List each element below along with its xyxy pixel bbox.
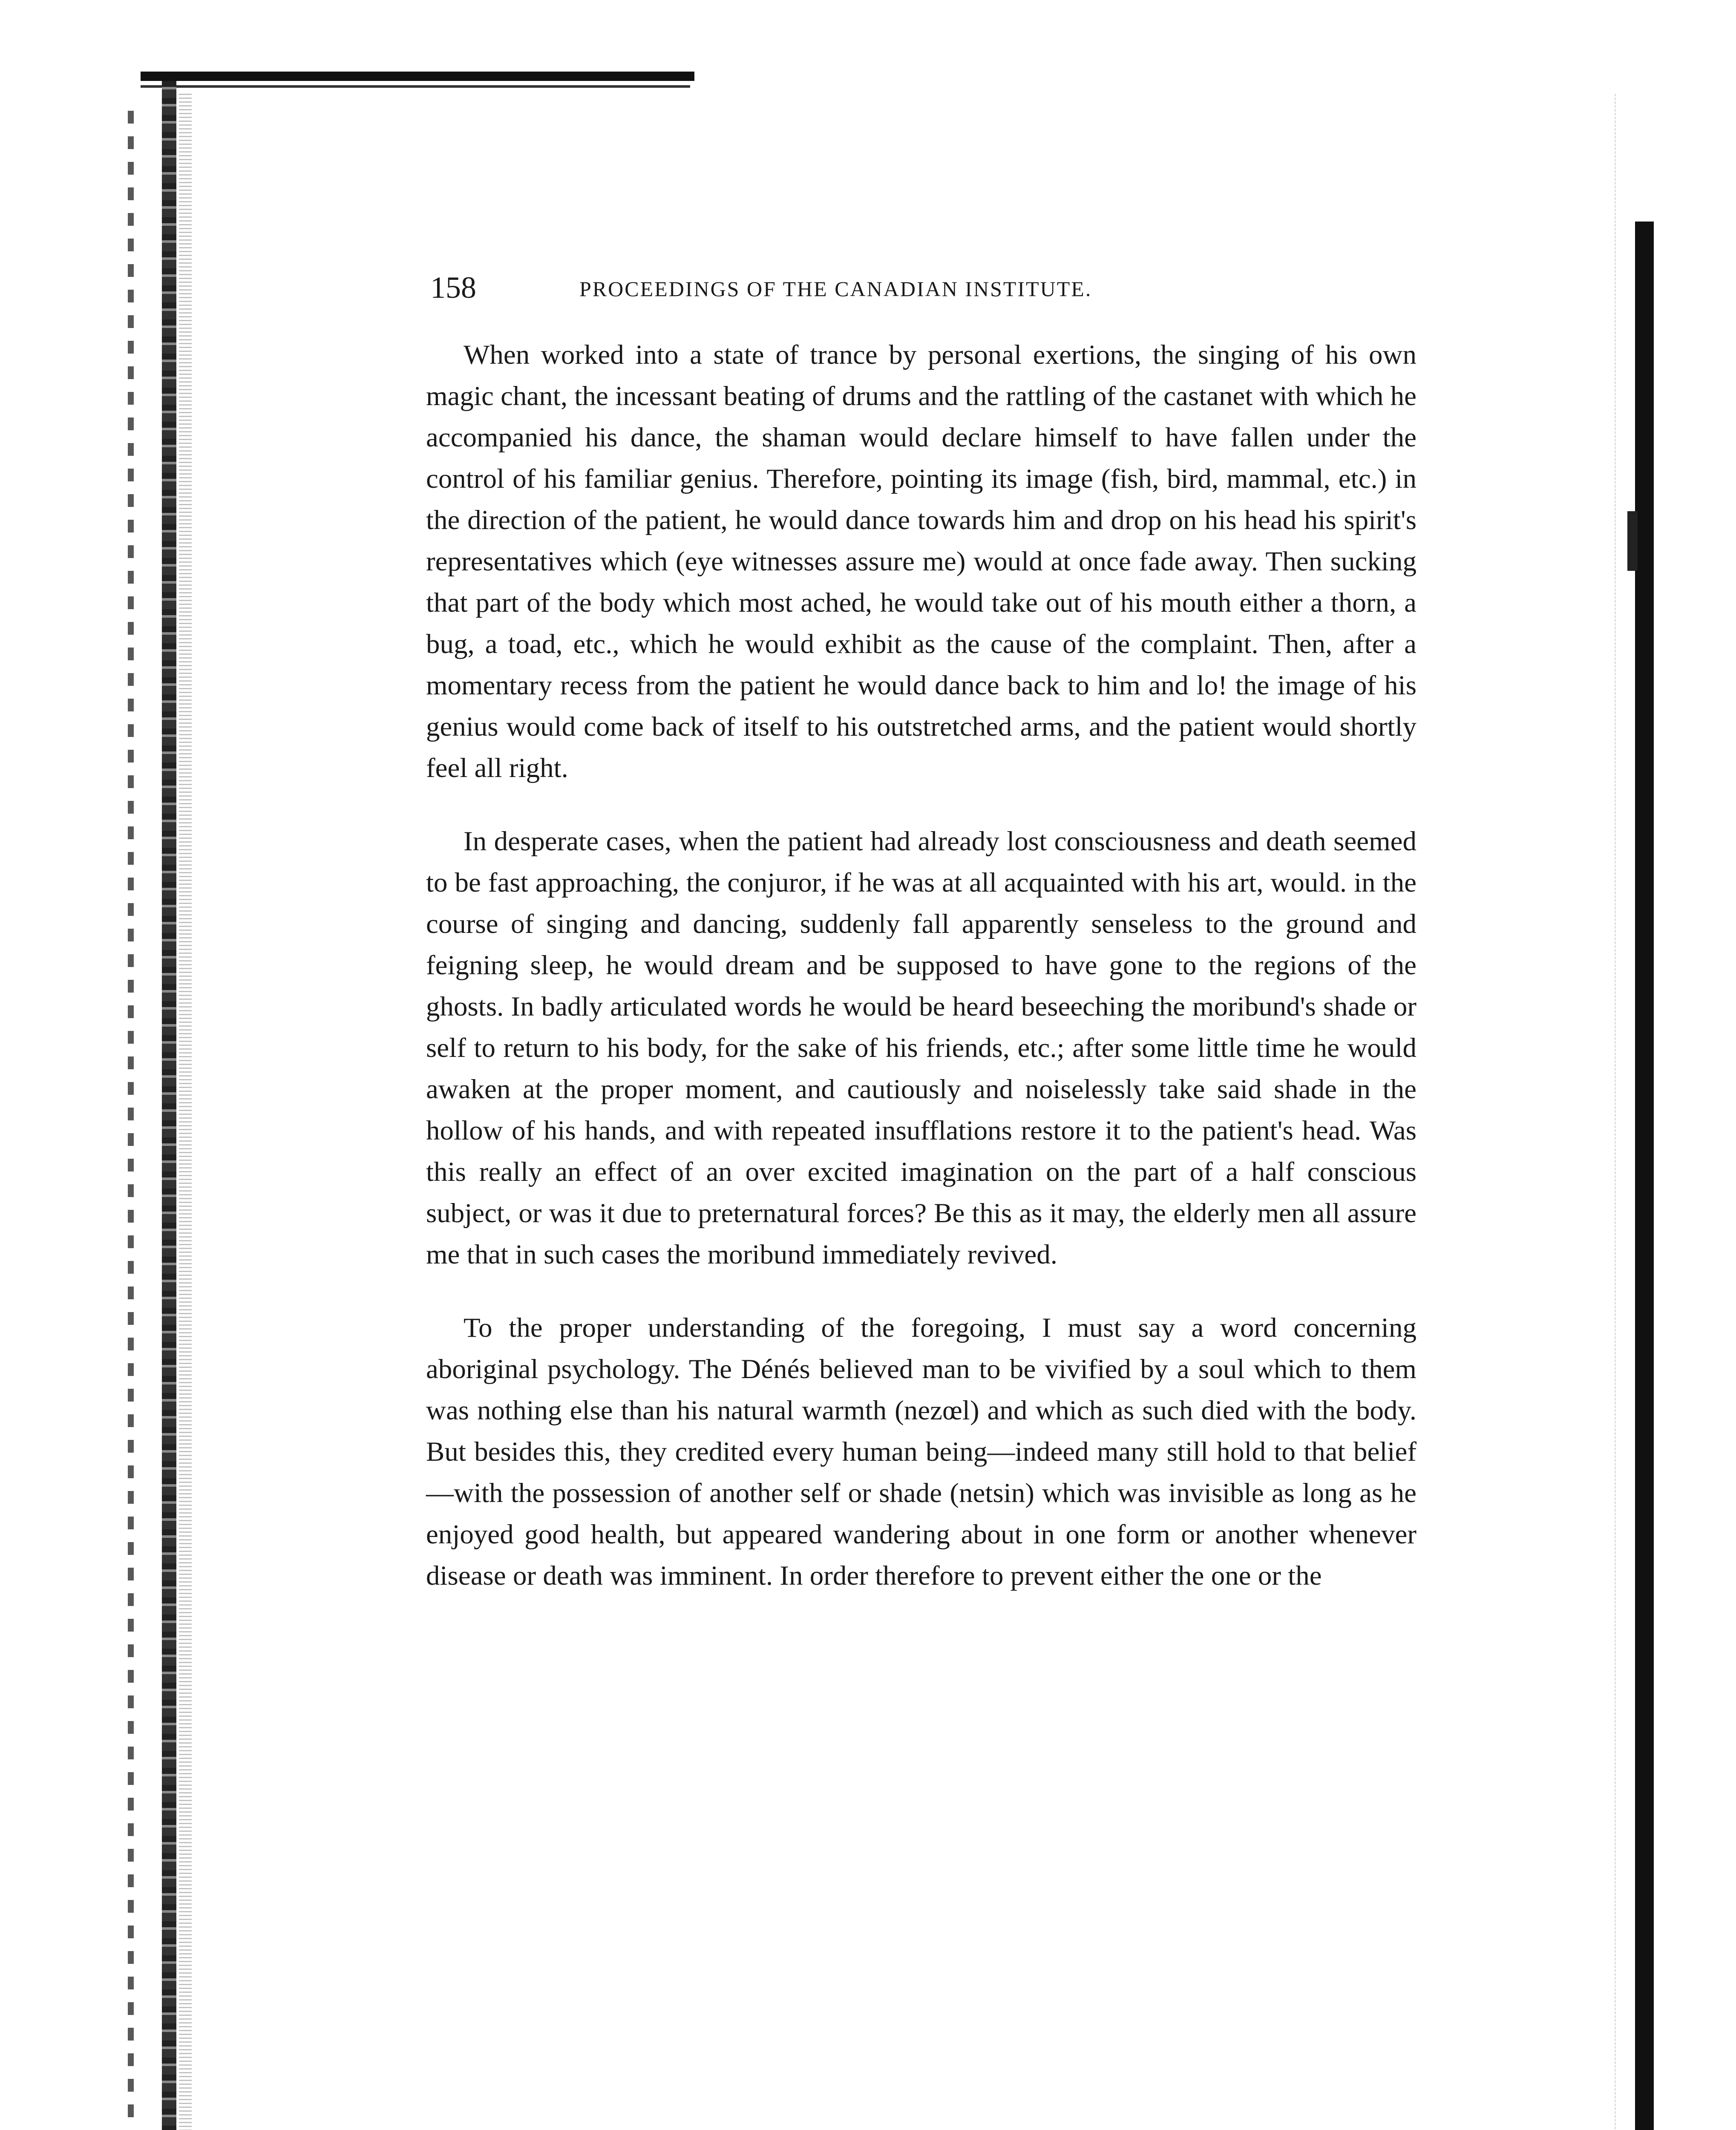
paragraph-2: In desperate cases, when the patient had already lost consciousness and death seemed to be fast approaching, the conjuror, if he was at all acquainted with his art, would. in the course of singing and dancing, suddenly fall apparently senseless to the ground and feigning sleep, he would dream and be supposed to have gone to the regions of the ghosts. In badly articulated words he would be heard beseeching the moribund's shade or self to return to his body, for the sake of his friends, etc.; after some little time he would awaken at the proper moment, and cautiously and noiselessly take said shade in the hollow of his hands, and with repeated insufflations restore it to the patient's head. Was this really an effect of an over excited imagination on the part of a half conscious subject, or was it due to preternatural forces? Be this as it may, the elderly men all assure me that in such cases the moribund immediately revived. (426, 826, 1416, 1270)
scan-edge-right (1635, 222, 1654, 2130)
paragraph-1: When worked into a state of trance by personal exertions, the singing of his own magic chant, the incessant beating of drums and the rattling of the castanet with which he accompanied his dance, the shaman would declare himself to have fallen under the control of his familiar genius. Therefore, pointing its image (fish, bird, mammal, etc.) in the direction of the patient, he would dance towards him and drop on his head his spirit's representatives which (eye witnesses assure me) would at once fade away. Then sucking that part of the body which most ached, he would take out of his mouth either a thorn, a bug, a toad, etc., which he would exhibit as the cause of the complaint. Then, after a momentary recess from the patient he would dance back to him and lo! the image of his genius would come back of itself to his outstretched arms, and the patient would shortly feel all right. (426, 340, 1416, 783)
scan-edge-left (162, 81, 176, 2130)
paragraph-3: To the proper understanding of the foregoing, I must say a word concerning aboriginal psychology. The Dénés believed man to be vivified by a soul which to them was nothing else than his natural warmth (nezœl) and which as such died with the body. But besides this, they credited every human being—indeed many still hold to that belief—with the possession of another self or shade (netsin) which was invisible as long as he enjoyed good health, but appeared wandering about in one form or another whenever disease or death was imminent. In order therefore to prevent either the one or the (426, 1313, 1416, 1591)
scan-edge-left-speckle (179, 94, 192, 2130)
scan-edge-left-marks (128, 111, 134, 2130)
scan-edge-right-tab (1627, 511, 1638, 571)
scan-dash-right (1615, 94, 1616, 2130)
body-text (426, 334, 1416, 1597)
page-header (430, 268, 1410, 307)
running-head: PROCEEDINGS OF THE CANADIAN INSTITUTE. (579, 277, 1092, 301)
scan-edge-top-thin (141, 85, 690, 88)
scan-edge-top (141, 72, 694, 81)
page-number: 158 (430, 271, 476, 305)
